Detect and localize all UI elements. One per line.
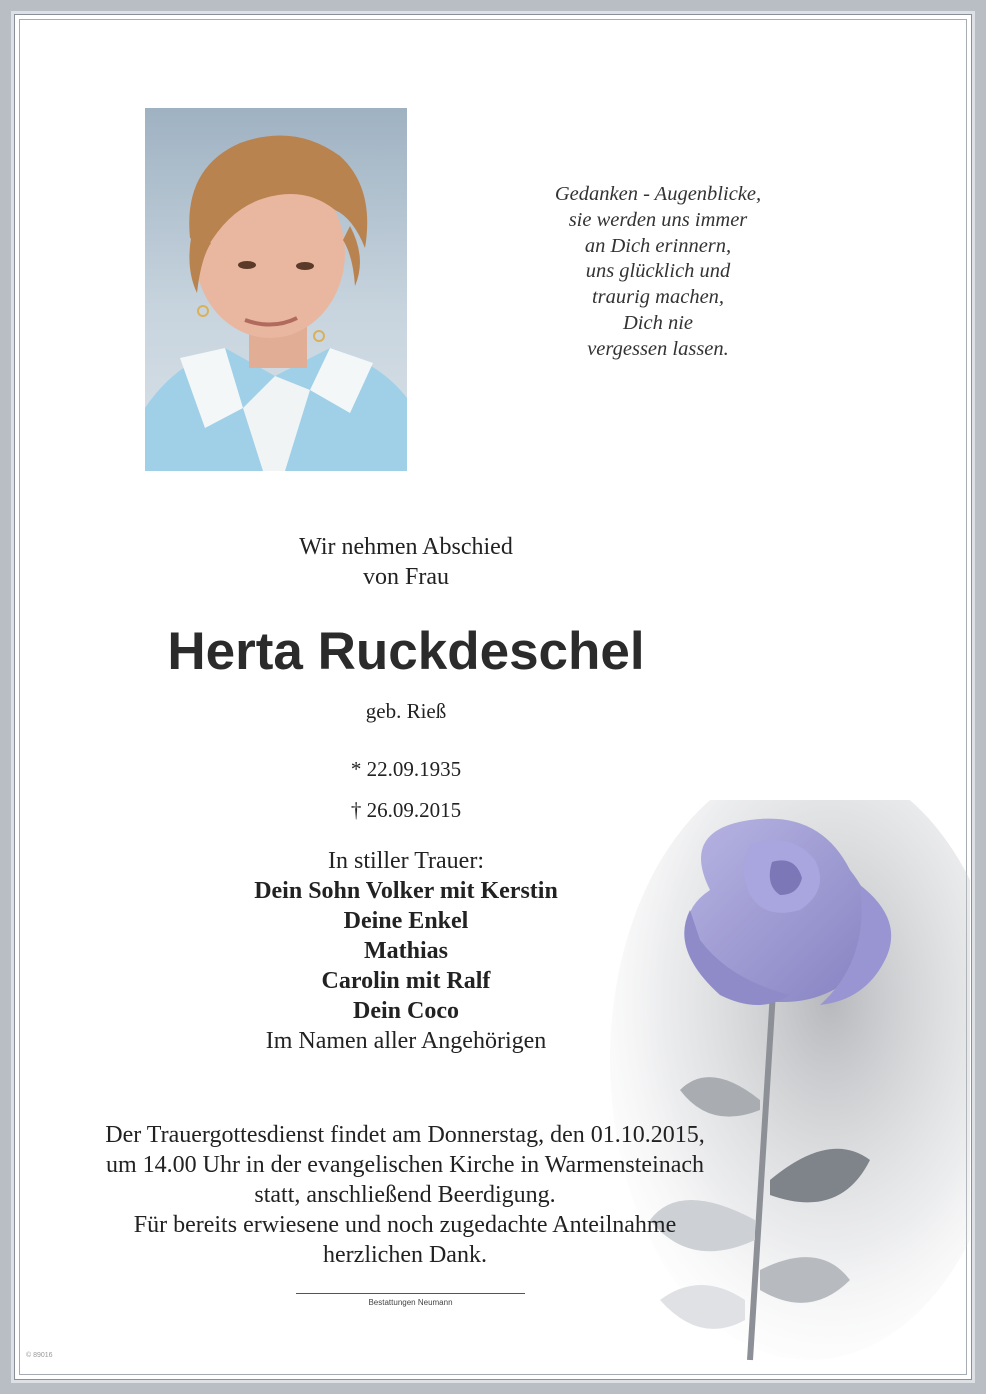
deceased-name: Herta Ruckdeschel xyxy=(167,622,645,681)
service-info xyxy=(40,1120,770,1270)
death-date: † 26.09.2015 xyxy=(350,798,462,822)
poem-line: uns glücklich und xyxy=(585,260,731,283)
mourners-block xyxy=(106,846,706,1056)
mourners-closing: Im Namen aller Angehörigen xyxy=(265,1028,547,1054)
portrait-illustration xyxy=(145,108,407,471)
birth-date: * 22.09.1935 xyxy=(350,757,462,781)
funeral-home-signature: Bestattungen Neumann xyxy=(368,1298,453,1307)
mourners-heading: In stiller Trauer: xyxy=(328,848,484,874)
birth-name: geb. Rieß xyxy=(365,699,447,723)
farewell-line: Wir nehmen Abschied xyxy=(299,534,513,560)
service-line: um 14.00 Uhr in der evangelischen Kirche in Warmensteinach xyxy=(105,1152,705,1178)
copyright-note: © 89016 xyxy=(26,1352,53,1359)
poem-line: traurig machen, xyxy=(591,286,725,309)
poem-line: vergessen lassen. xyxy=(587,337,729,360)
service-line: herzlichen Dank. xyxy=(323,1242,487,1268)
signature-line xyxy=(296,1293,525,1294)
mourner-name: Dein Sohn Volker mit Kerstin xyxy=(254,878,558,904)
farewell-intro xyxy=(106,532,706,592)
poem-line: sie werden uns immer xyxy=(568,208,748,231)
farewell-line: von Frau xyxy=(363,564,449,590)
poem-line: an Dich erinnern, xyxy=(584,234,732,257)
poem-line: Dich nie xyxy=(622,311,694,334)
mourner-name: Dein Coco xyxy=(353,998,459,1024)
portrait-photo xyxy=(145,108,407,471)
service-line: Der Trauergottesdienst findet am Donnerstag, den 01.10.2015, xyxy=(105,1122,705,1148)
service-line: Für bereits erwiesene und noch zugedachte Anteilnahme xyxy=(133,1212,677,1238)
mourner-name: Mathias xyxy=(364,938,448,964)
poem xyxy=(520,182,796,363)
service-line: statt, anschließend Beerdigung. xyxy=(254,1182,556,1208)
mourner-name: Deine Enkel xyxy=(343,908,469,934)
mourner-name: Carolin mit Ralf xyxy=(321,968,491,994)
poem-line: Gedanken - Augenblicke, xyxy=(554,183,762,205)
